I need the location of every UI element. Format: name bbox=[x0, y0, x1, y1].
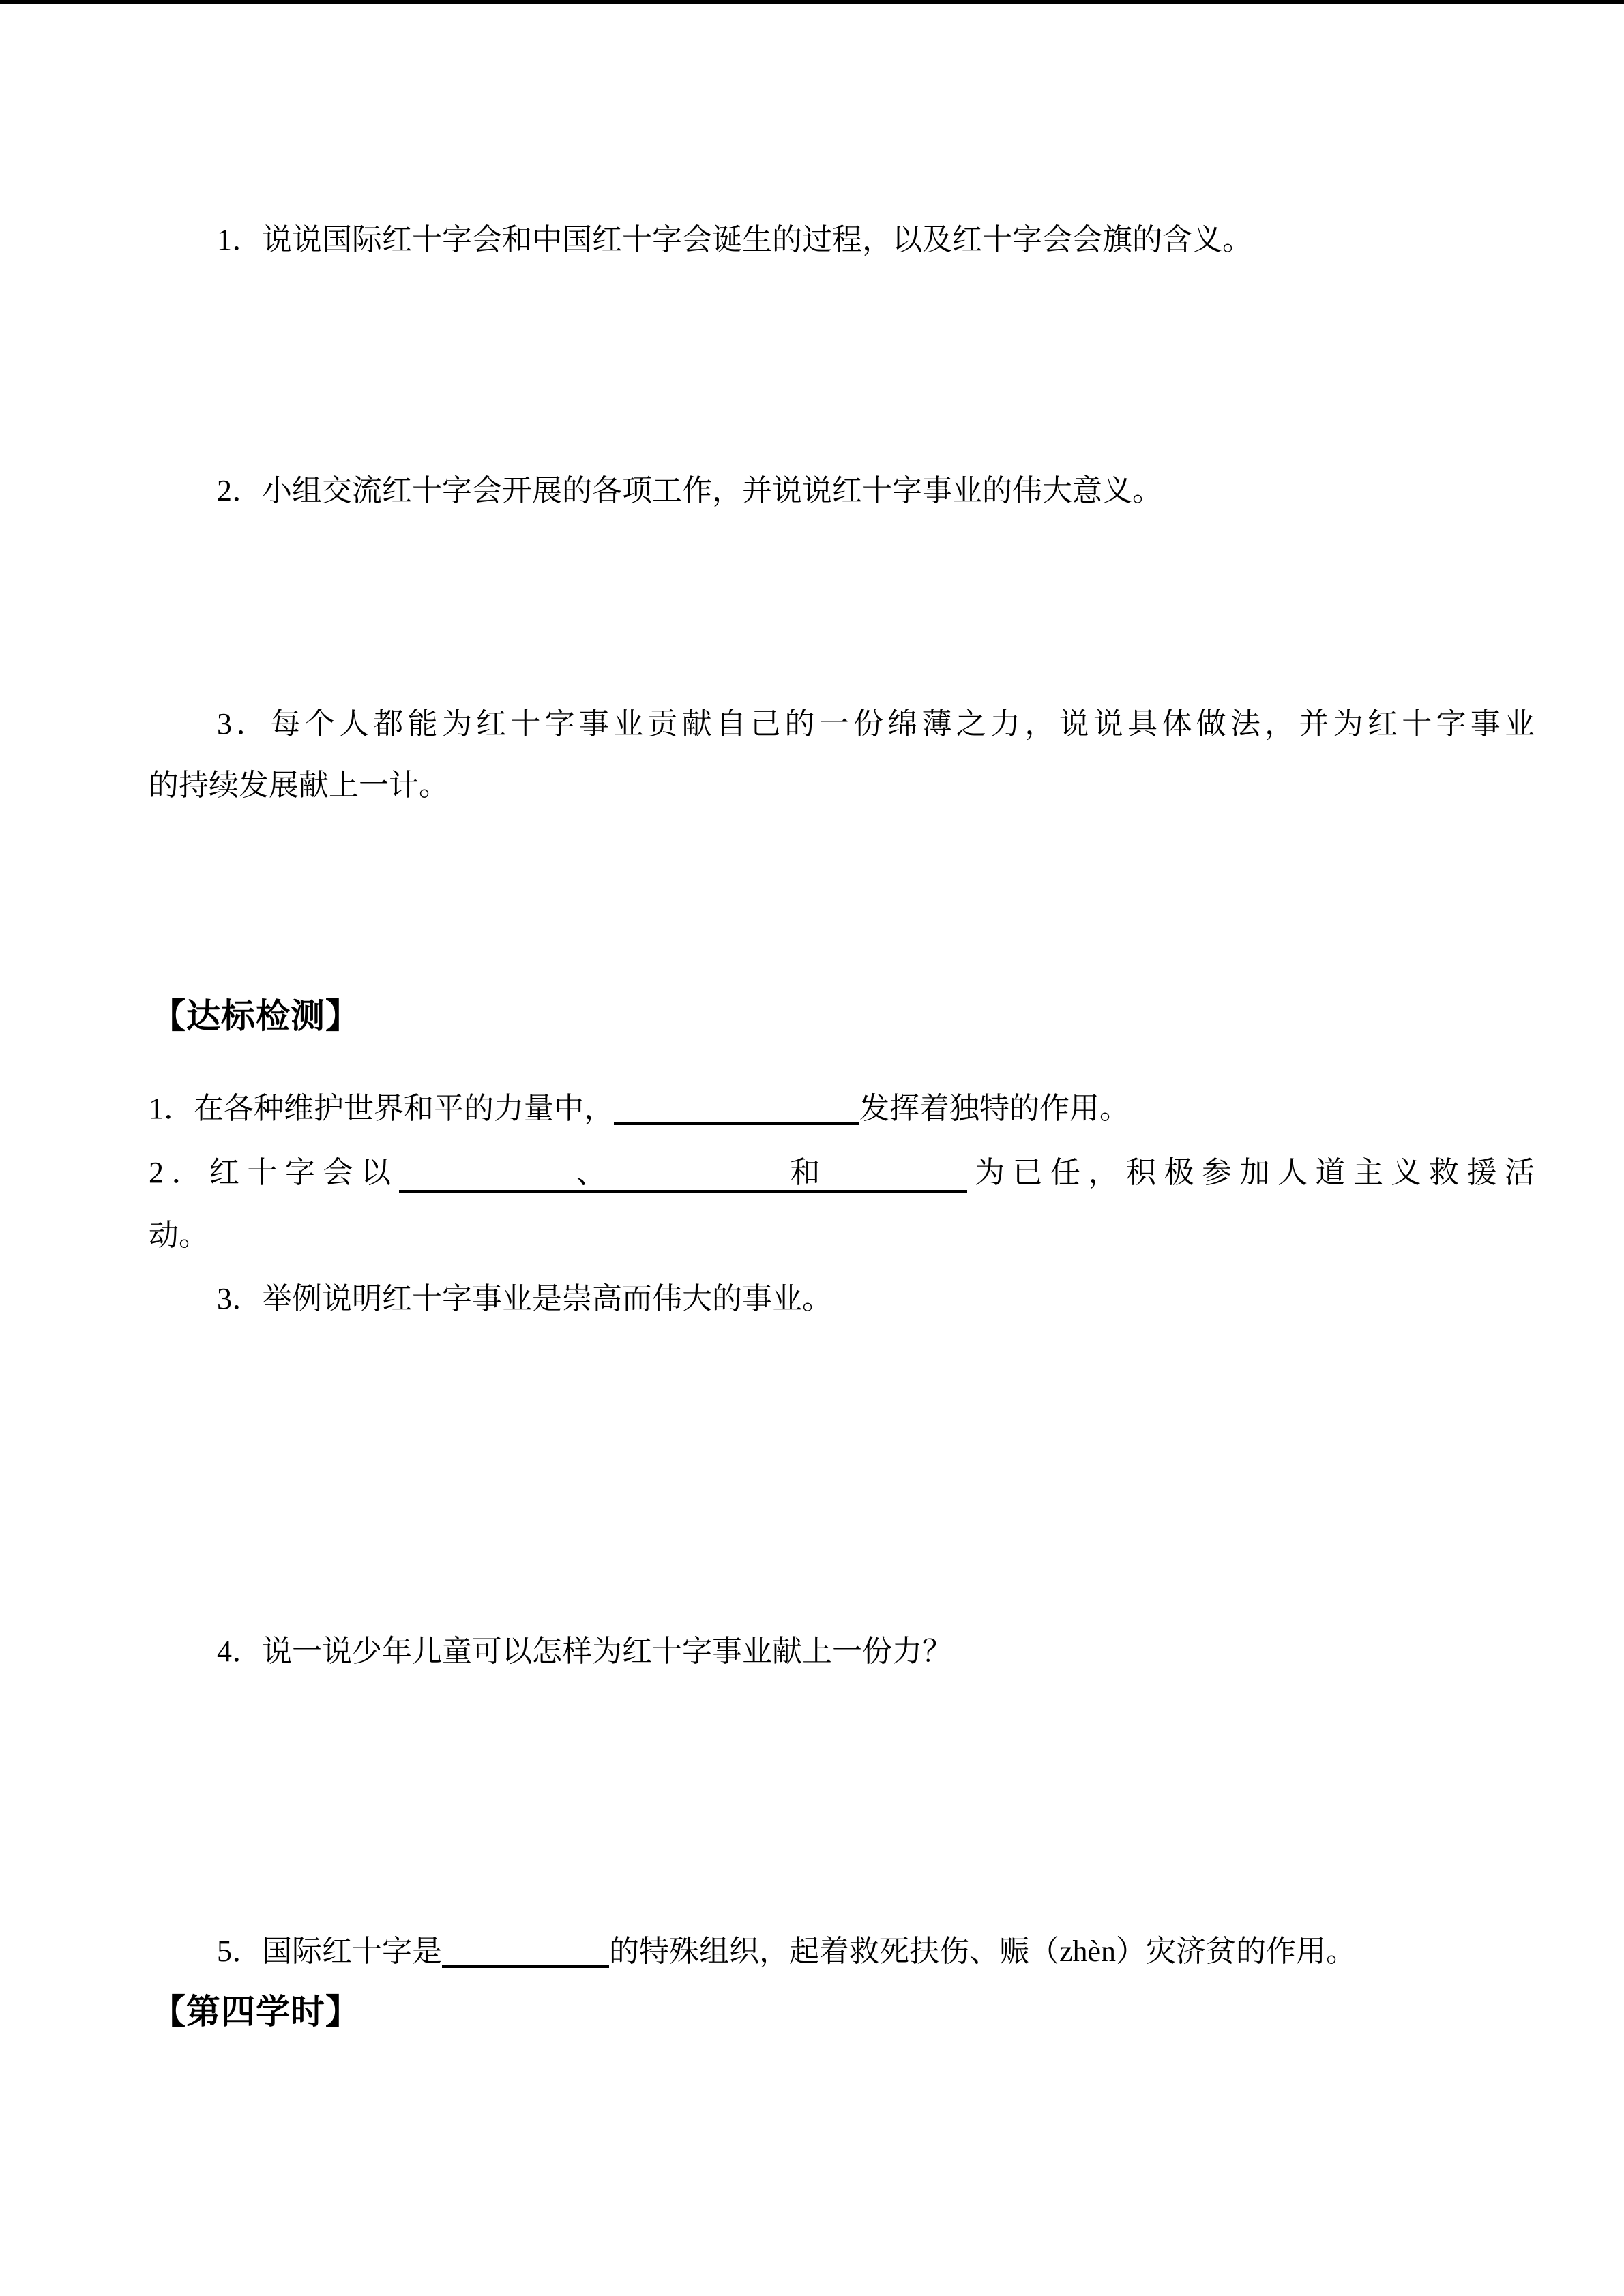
answer-blank bbox=[614, 1114, 859, 1125]
check-question-3: 3．举例说明红十字事业是崇高而伟大的事业。 bbox=[217, 1282, 832, 1315]
check-question-1-prefix: 1．在各种维护世界和平的力量中， bbox=[149, 1092, 614, 1125]
answer-blank-group bbox=[399, 1156, 967, 1193]
check-question-5 bbox=[149, 1931, 1535, 1972]
check-question-5-prefix: 5．国际红十字是 bbox=[217, 1935, 442, 1968]
check-question-2 bbox=[149, 1152, 1535, 1193]
check-question-2-line-2: 动。 bbox=[149, 1219, 209, 1252]
section-header-fourth-period: 【第四学时】 bbox=[151, 1993, 360, 2031]
check-question-2-suffix: 为已任，积极参加人道主义救援活 bbox=[966, 1156, 1535, 1189]
check-question-2-prefix: 2．红十字会以 bbox=[149, 1156, 399, 1189]
section-header-standard-check: 【达标检测】 bbox=[151, 997, 360, 1035]
discussion-item-2: 2．小组交流红十字会开展的各项工作，并说说红十字事业的伟大意义。 bbox=[217, 474, 1162, 507]
check-question-1-suffix: 发挥着独特的作用。 bbox=[859, 1092, 1130, 1125]
page-top-border bbox=[0, 0, 1624, 4]
check-question-2-separator-2: 和 bbox=[790, 1156, 821, 1189]
answer-blank bbox=[442, 1957, 609, 1968]
check-question-1 bbox=[149, 1088, 1535, 1129]
discussion-item-3-line-1: 3．每个人都能为红十字事业贡献自己的一份绵薄之力，说说具体做法，并为红十字事业 bbox=[217, 707, 1535, 741]
discussion-item-1: 1．说说国际红十字会和中国红十字会诞生的过程，以及红十字会会旗的含义。 bbox=[217, 223, 1252, 256]
discussion-item-3-line-2: 的持续发展献上一计。 bbox=[149, 769, 449, 802]
check-question-5-suffix: 的特殊组织，起着救死扶伤、赈（zhèn）灾济贫的作用。 bbox=[609, 1935, 1357, 1968]
check-question-4: 4．说一说少年儿童可以怎样为红十字事业献上一份力？ bbox=[217, 1635, 952, 1668]
check-question-2-separator-1: 、 bbox=[576, 1156, 606, 1189]
